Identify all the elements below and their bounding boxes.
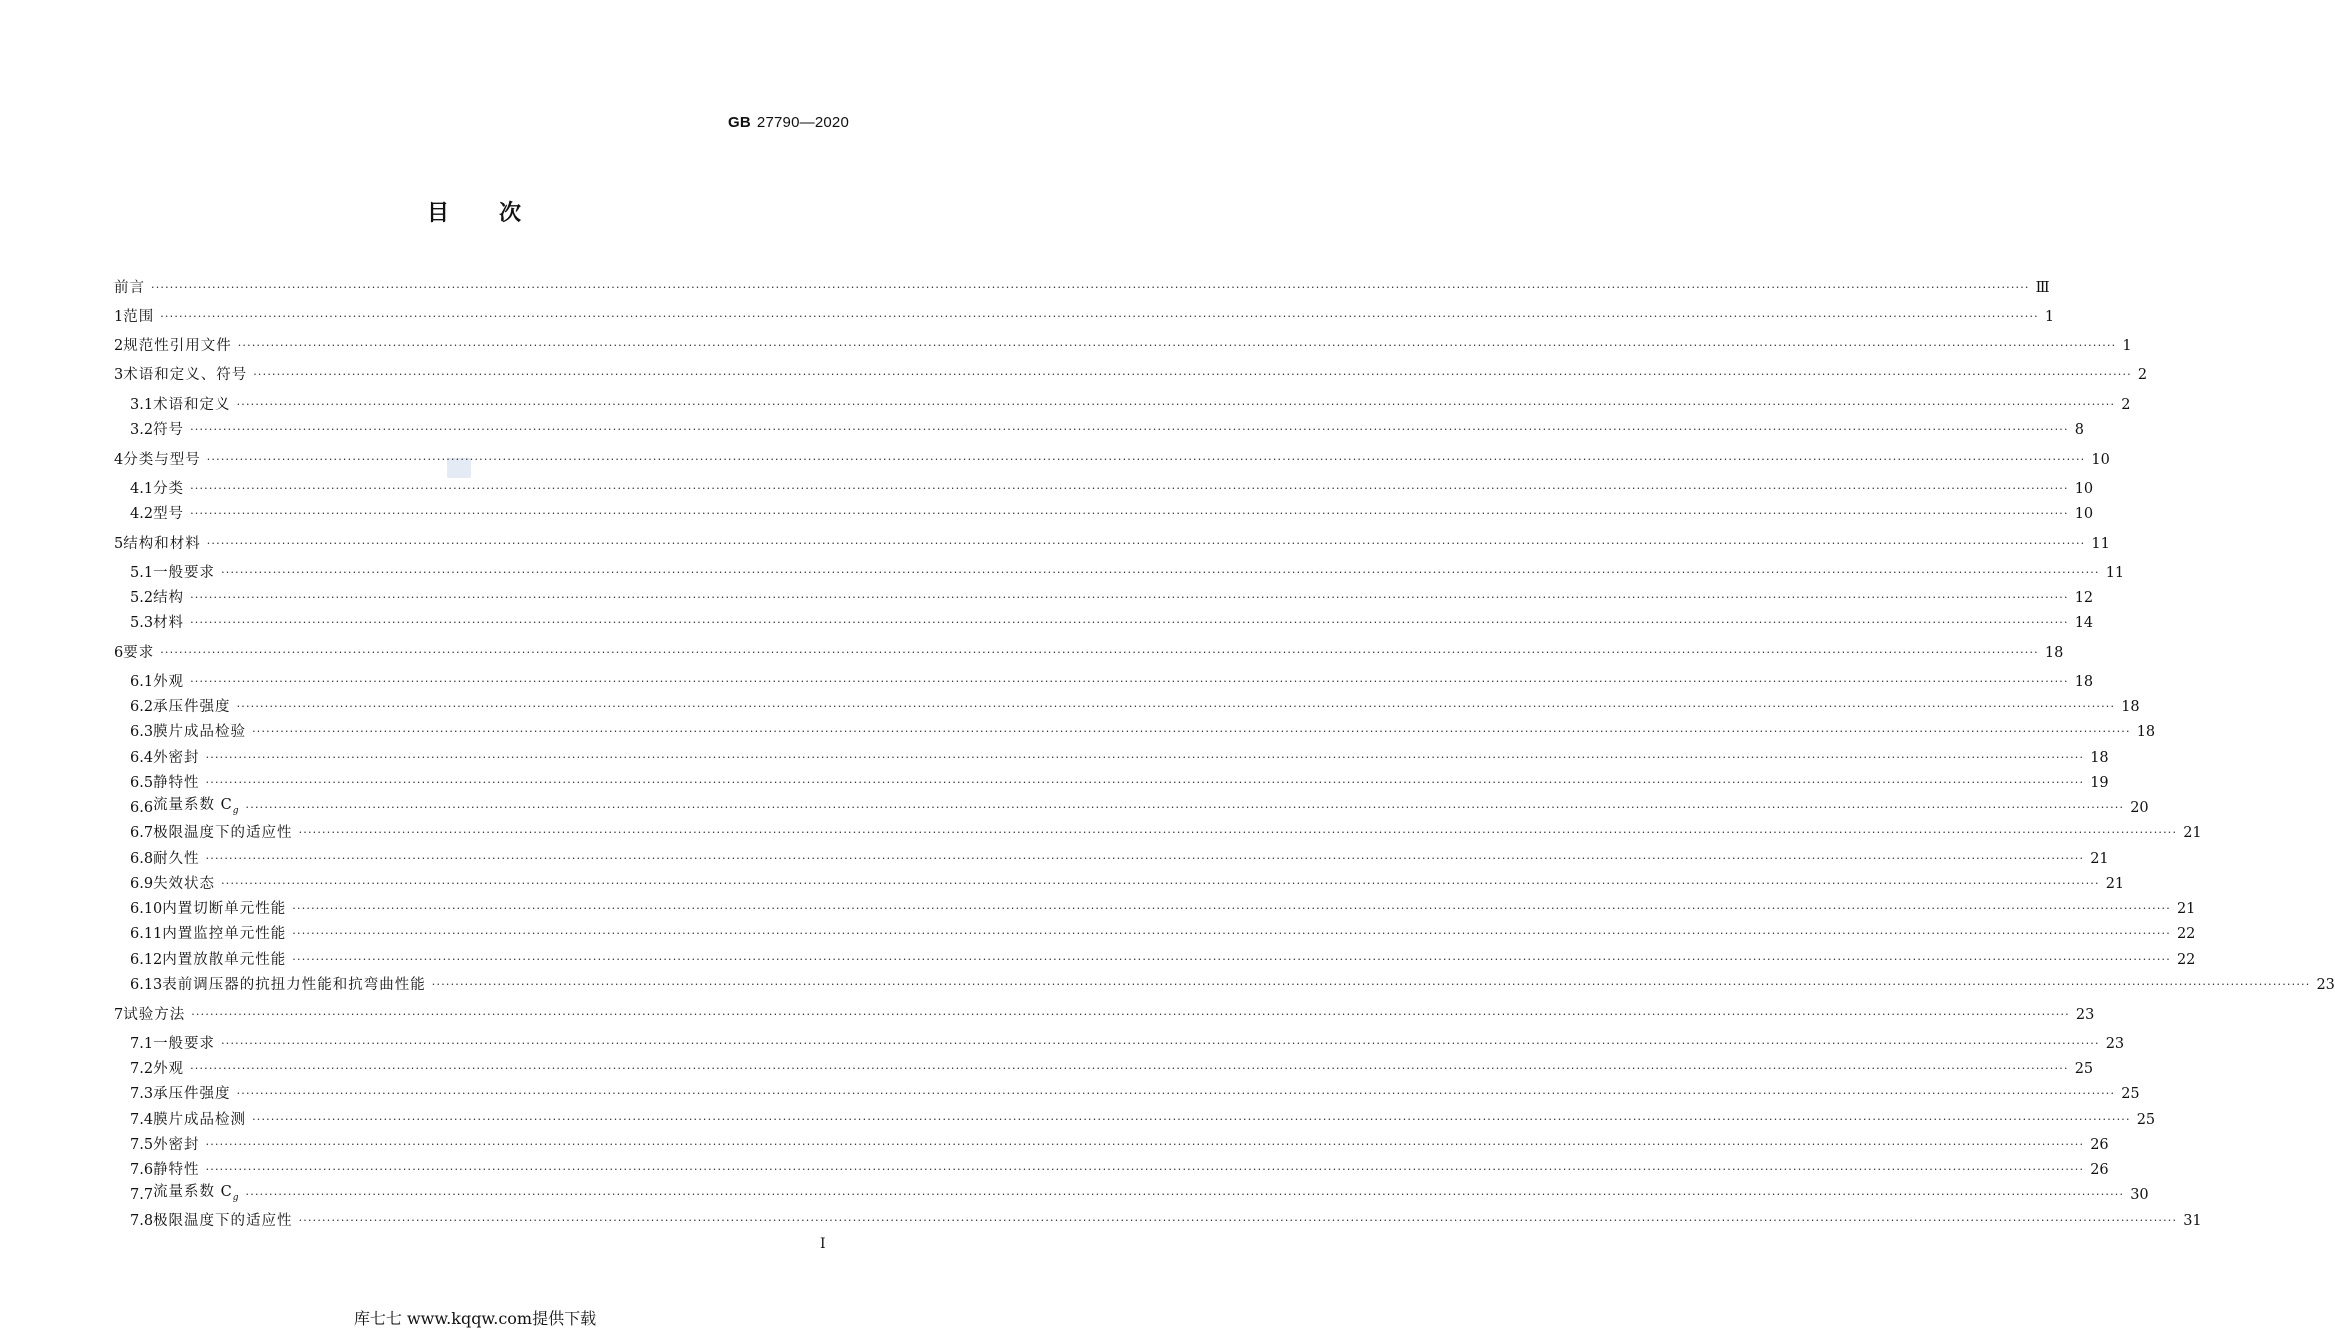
toc-entry-number: 2: [114, 338, 124, 354]
toc-entry-label: [162, 975, 426, 995]
toc-entry-page: 14: [2074, 615, 2094, 631]
toc-entry-label: [153, 504, 184, 524]
footer-source: 库七七 www.kqqw.com提供下载: [353, 1309, 597, 1328]
toc-entry-number: 7.4: [130, 1112, 154, 1128]
toc-entry[interactable]: [114, 278, 2050, 298]
toc-entry-label-text: 承压件强度: [153, 1086, 231, 1102]
toc-leader-dots: ················································································································································································································································································································································································································: [292, 902, 2171, 915]
page-title: [0, 196, 950, 227]
toc-entry-label: [162, 924, 286, 944]
toc-entry-page: 23: [2105, 1036, 2125, 1052]
toc-entry-label: [153, 1110, 246, 1130]
toc-leader-dots: ················································································································································································································································································································································································································: [190, 616, 2069, 629]
toc-entry-page: 25: [2074, 1061, 2094, 1077]
toc-entry-label-text: 试验方法: [123, 1007, 186, 1023]
toc-entry[interactable]: [130, 1034, 2125, 1054]
toc-entry-label-text: 外密封: [153, 1137, 200, 1153]
toc-entry[interactable]: [130, 849, 2109, 869]
toc-entry-page: 2: [2121, 397, 2131, 413]
toc-entry-label-text: 内置切断单元性能: [162, 901, 287, 917]
toc-entry[interactable]: [114, 643, 2064, 663]
toc-entry-page: 12: [2074, 590, 2094, 606]
toc-entry-number: 4.1: [130, 481, 154, 497]
standard-number: 27790—2020: [756, 114, 849, 131]
toc-entry[interactable]: [130, 924, 2196, 944]
toc-entry-number: 7.7: [130, 1187, 154, 1203]
toc-entry-number: 3.1: [130, 397, 154, 413]
toc-entry-page: 1: [2044, 309, 2055, 325]
toc-entry-number: 4: [114, 452, 124, 468]
toc-entry[interactable]: [130, 874, 2125, 894]
toc-entry-label-text: 流量系数 C: [153, 797, 233, 813]
toc-entry[interactable]: [114, 450, 2110, 470]
toc-leader-dots: ················································································································································································································································································································································································································: [298, 1214, 2178, 1227]
toc-entry-number: 6.5: [130, 775, 154, 791]
toc-entry-label: [153, 588, 184, 608]
toc-entry-number: 6.12: [130, 952, 163, 968]
toc-leader-dots: ················································································································································································································································································································································································································: [221, 1037, 2100, 1050]
toc-entry[interactable]: [130, 672, 2094, 692]
toc-entry-number: 3.2: [130, 422, 154, 438]
toc-entry-subscript: g: [232, 806, 240, 816]
toc-entry-label-text: 外观: [153, 674, 185, 690]
title-char-1: 目: [426, 200, 451, 226]
toc-leader-dots: ················································································································································································································································································································································································································: [236, 398, 2116, 411]
toc-leader-dots: ················································································································································································································································································································································································································: [245, 1188, 2125, 1201]
toc-leader-dots: ················································································································································································································································································································································································································: [190, 482, 2069, 495]
toc-entry-label: [153, 1182, 239, 1208]
toc-entry-label: [123, 365, 247, 385]
toc-entry-page: 18: [2074, 674, 2094, 690]
toc-entry-number: 5: [114, 536, 124, 552]
toc-entry-page: 18: [2090, 750, 2109, 766]
toc-entry[interactable]: [130, 697, 2140, 717]
toc-entry-label-text: 前言: [114, 280, 145, 296]
toc-leader-dots: ················································································································································································································································································································································································································: [253, 368, 2132, 381]
toc-entry[interactable]: [130, 1084, 2140, 1104]
toc-entry-page: 10: [2074, 506, 2094, 522]
toc-entry[interactable]: [130, 504, 2094, 524]
toc-leader-dots: ················································································································································································································································································································································································································: [206, 537, 2086, 550]
toc-entry-label: [153, 874, 215, 894]
toc-entry-label-text: 膜片成品检测: [153, 1112, 247, 1128]
toc-entry-label-text: 外密封: [153, 750, 200, 766]
toc-leader-dots: ················································································································································································································································································································································································································: [190, 675, 2069, 688]
toc-leader-dots: ················································································································································································································································································································································································································: [206, 453, 2086, 466]
toc-entry-page: 1: [2122, 338, 2132, 354]
toc-leader-dots: ················································································································································································································································································································································································································: [160, 646, 2039, 659]
toc-entry-label: [153, 672, 184, 692]
toc-entry-label: [153, 1211, 293, 1231]
toc-leader-dots: ················································································································································································································································································································································································································: [190, 507, 2069, 520]
toc-entry-label: [153, 1034, 215, 1054]
toc-entry[interactable]: [130, 479, 2094, 499]
toc-entry-label-text: 静特性: [153, 1162, 200, 1178]
toc-entry-label-text: 失效状态: [153, 876, 216, 892]
toc-leader-dots: ················································································································································································································································································································································································································: [205, 852, 2085, 865]
toc-entry-number: 7.8: [130, 1213, 154, 1229]
toc-entry-label: [153, 823, 293, 843]
toc-entry[interactable]: [130, 722, 2156, 742]
toc-entry-label-text: 极限温度下的适应性: [153, 1213, 293, 1229]
toc-entry-page: 25: [2121, 1086, 2140, 1102]
toc-entry[interactable]: [130, 748, 2109, 768]
title-char-2: 次: [499, 200, 524, 226]
toc-entry-label: [153, 1084, 231, 1104]
toc-entry[interactable]: [130, 563, 2125, 583]
toc-entry-number: 6.4: [130, 750, 154, 766]
toc-entry-label-text: 材料: [153, 615, 185, 631]
toc-leader-dots: ················································································································································································································································································································································································································: [431, 978, 2311, 991]
toc-entry-label-text: 流量系数 C: [153, 1184, 233, 1200]
toc-leader-dots: ················································································································································································································································································································································································································: [205, 1163, 2085, 1176]
toc-entry-page: 10: [2091, 452, 2110, 468]
toc-entry-label: [153, 697, 231, 717]
toc-entry-label: [123, 336, 232, 356]
toc-entry-label-text: 分类: [153, 481, 185, 497]
toc-entry-number: 4.2: [130, 506, 154, 522]
toc-entry-label: [153, 420, 184, 440]
toc-entry-label: [153, 795, 239, 821]
toc-entry[interactable]: [130, 773, 2109, 793]
toc-entry-number: 6.13: [130, 977, 163, 993]
toc-entry-page: 18: [2136, 724, 2156, 740]
toc-entry-label: [153, 1160, 200, 1180]
toc-entry-label: [153, 722, 246, 742]
toc-entry[interactable]: [130, 613, 2094, 633]
toc-entry[interactable]: [130, 823, 2202, 843]
toc-entry-label-text: 耐久性: [153, 851, 200, 867]
toc-entry[interactable]: [130, 1059, 2094, 1079]
toc-entry-page: Ⅲ: [2035, 280, 2050, 296]
toc-entry-label: [123, 450, 201, 470]
toc-entry[interactable]: [130, 1135, 2109, 1155]
toc-leader-dots: ················································································································································································································································································································································································································: [205, 751, 2085, 764]
toc-entry-number: 6.8: [130, 851, 154, 867]
toc-entry-page: 21: [2176, 901, 2196, 917]
toc-entry-label: [153, 773, 200, 793]
toc-entry-label-text: 极限温度下的适应性: [153, 825, 293, 841]
page-number: I: [820, 1236, 826, 1252]
toc-entry-label: [153, 613, 184, 633]
toc-leader-dots: ················································································································································································································································································································································································································: [190, 591, 2069, 604]
toc-leader-dots: ················································································································································································································································································································································································································: [190, 1062, 2069, 1075]
toc-entry-page: 26: [2090, 1162, 2109, 1178]
toc-entry-number: 7.1: [130, 1036, 154, 1052]
toc-entry-page: 19: [2090, 775, 2109, 791]
toc-entry-label: [114, 278, 145, 298]
toc-leader-dots: ················································································································································································································································································································································································································: [252, 1113, 2131, 1126]
toc-entry[interactable]: [114, 1005, 2095, 1025]
toc-entry-page: 18: [2044, 645, 2064, 661]
toc-entry-number: 6.3: [130, 724, 154, 740]
toc-entry-label: [123, 534, 201, 554]
toc-leader-dots: ················································································································································································································································································································································································································: [191, 1008, 2070, 1021]
toc-leader-dots: ················································································································································································································································································································································································································: [151, 281, 2030, 294]
toc-entry[interactable]: [130, 797, 2149, 818]
toc-entry[interactable]: [130, 1184, 2149, 1205]
toc-leader-dots: ················································································································································································································································································································································································································: [205, 776, 2085, 789]
toc-entry-label-text: 术语和定义、符号: [123, 367, 248, 383]
toc-leader-dots: ················································································································································································································································································································································································································: [236, 1087, 2116, 1100]
toc-entry-page: 23: [2316, 977, 2335, 993]
toc-entry[interactable]: [130, 1211, 2202, 1231]
toc-entry-number: 6.9: [130, 876, 154, 892]
toc-entry[interactable]: [130, 899, 2196, 919]
toc-entry-subscript: g: [232, 1193, 240, 1203]
toc-entry-page: 2: [2137, 367, 2148, 383]
toc-entry[interactable]: [130, 420, 2084, 440]
toc-entry-label-text: 静特性: [153, 775, 200, 791]
toc-entry-label-text: 范围: [123, 309, 155, 325]
toc-entry-label-text: 内置监控单元性能: [162, 926, 287, 942]
toc-leader-dots: ················································································································································································································································································································································································································: [292, 927, 2171, 940]
toc-leader-dots: ················································································································································································································································································································································································································: [237, 339, 2117, 352]
toc-entry-number: 6.2: [130, 699, 154, 715]
toc-leader-dots: ················································································································································································································································································································································································································: [221, 877, 2100, 890]
toc-entry-label: [153, 748, 200, 768]
toc-entry-label: [123, 643, 154, 663]
toc-entry-page: 11: [2105, 565, 2125, 581]
toc-entry-label-text: 符号: [153, 422, 185, 438]
toc-entry-number: 6.6: [130, 800, 154, 816]
toc-entry-label: [153, 1059, 184, 1079]
document-code: [728, 114, 849, 131]
toc-entry-page: 18: [2121, 699, 2140, 715]
toc-entry-label-text: 膜片成品检验: [153, 724, 247, 740]
toc-entry-page: 21: [2105, 876, 2125, 892]
toc-entry-number: 5.2: [130, 590, 154, 606]
toc-entry[interactable]: [114, 307, 2055, 327]
toc-entry-page: 10: [2074, 481, 2094, 497]
toc-entry[interactable]: [130, 1160, 2109, 1180]
toc-entry-label: [153, 395, 231, 415]
toc-entry[interactable]: [130, 975, 2335, 995]
toc-entry-label-text: 型号: [153, 506, 185, 522]
toc-entry-number: 7.2: [130, 1061, 154, 1077]
toc-entry-number: 6.1: [130, 674, 154, 690]
toc-entry-label-text: 分类与型号: [123, 452, 201, 468]
toc-entry-number: 3: [114, 367, 124, 383]
toc-leader-dots: ················································································································································································································································································································································································································: [252, 725, 2131, 738]
toc-entry-label-text: 一般要求: [153, 1036, 216, 1052]
toc-leader-dots: ················································································································································································································································································································································································································: [292, 953, 2171, 966]
toc-entry-label: [123, 307, 154, 327]
toc-entry-label: [153, 1135, 200, 1155]
toc-entry-number: 7.5: [130, 1137, 154, 1153]
toc-entry-page: 20: [2130, 800, 2149, 816]
toc-entry-page: 8: [2074, 422, 2084, 438]
toc-leader-dots: ················································································································································································································································································································································································································: [160, 310, 2039, 323]
toc-entry-label-text: 表前调压器的抗扭力性能和抗弯曲性能: [162, 977, 426, 993]
toc-entry-label: [153, 563, 215, 583]
toc-entry-label: [153, 849, 200, 869]
toc-entry-number: 6.11: [130, 926, 163, 942]
toc-entry-label-text: 要求: [123, 645, 155, 661]
toc-leader-dots: ················································································································································································································································································································································································································: [190, 423, 2069, 436]
toc-entry-number: 7.6: [130, 1162, 154, 1178]
toc-entry-label-text: 外观: [153, 1061, 185, 1077]
toc-entry-page: 11: [2091, 536, 2110, 552]
toc-leader-dots: ················································································································································································································································································································································································································: [205, 1138, 2085, 1151]
toc-entry-label-text: 一般要求: [153, 565, 216, 581]
toc-entry-label-text: 承压件强度: [153, 699, 231, 715]
toc-entry-label: [123, 1005, 185, 1025]
toc-entry-label-text: 规范性引用文件: [123, 338, 232, 354]
toc-entry[interactable]: [114, 336, 2132, 356]
toc-entry-label: [162, 950, 286, 970]
toc-entry-page: 21: [2183, 825, 2202, 841]
toc-entry-page: 23: [2075, 1007, 2095, 1023]
toc-entry-number: 5.1: [130, 565, 154, 581]
toc-entry-page: 22: [2176, 952, 2196, 968]
toc-entry-page: 31: [2183, 1213, 2202, 1229]
toc-leader-dots: ················································································································································································································································································································································································································: [221, 566, 2100, 579]
toc-entry-label-text: 术语和定义: [153, 397, 231, 413]
toc-entry-number: 5.3: [130, 615, 154, 631]
toc-entry-label: [162, 899, 286, 919]
toc-entry[interactable]: [114, 534, 2110, 554]
toc-entry-number: 7.3: [130, 1086, 154, 1102]
toc-entry-number: 6: [114, 645, 124, 661]
toc-entry-page: 26: [2090, 1137, 2109, 1153]
standard-prefix: GB: [728, 114, 751, 131]
toc-entry-page: 21: [2090, 851, 2109, 867]
toc-entry-number: 6.10: [130, 901, 163, 917]
toc-entry-label-text: 内置放散单元性能: [162, 952, 287, 968]
toc-leader-dots: ················································································································································································································································································································································································································: [298, 826, 2178, 839]
toc-entry-label: [153, 479, 184, 499]
toc-entry[interactable]: [130, 395, 2131, 415]
toc-entry-number: 1: [114, 309, 124, 325]
toc-entry-label-text: 结构: [153, 590, 185, 606]
toc-entry-number: 7: [114, 1007, 124, 1023]
toc-entry[interactable]: [130, 1110, 2156, 1130]
toc-entry-page: 25: [2136, 1112, 2156, 1128]
toc-entry[interactable]: [130, 950, 2196, 970]
toc-entry-label-text: 结构和材料: [123, 536, 201, 552]
toc-entry[interactable]: [114, 365, 2148, 385]
toc-entry-number: 6.7: [130, 825, 154, 841]
toc-leader-dots: ················································································································································································································································································································································································································: [236, 700, 2116, 713]
toc-leader-dots: ················································································································································································································································································································································································································: [245, 801, 2125, 814]
toc-entry[interactable]: [130, 588, 2094, 608]
toc-entry-page: 30: [2130, 1187, 2149, 1203]
toc-entry-page: 22: [2176, 926, 2196, 942]
